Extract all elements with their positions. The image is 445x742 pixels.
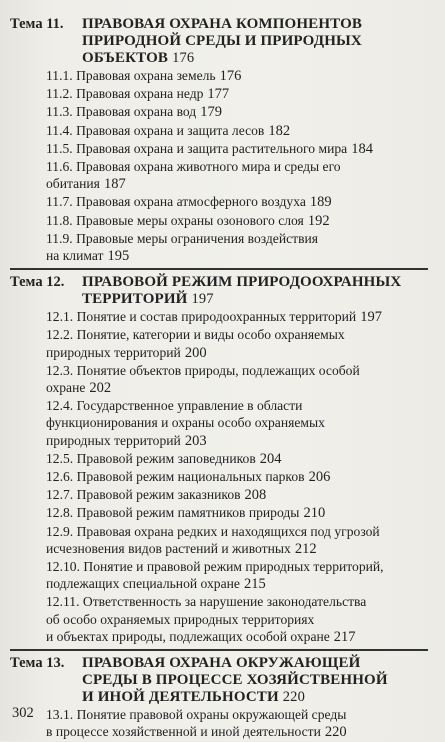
section-entry-text: обитания bbox=[46, 176, 100, 192]
topic-title bbox=[82, 16, 420, 67]
section-entry-line bbox=[46, 140, 420, 158]
section-entry bbox=[46, 486, 420, 504]
section-entry-text: 12.5. Правовой режим заповедников bbox=[46, 450, 256, 466]
section-page-number: 208 bbox=[244, 487, 267, 504]
section-entry bbox=[46, 230, 420, 265]
topic-heading bbox=[10, 16, 420, 67]
section-entry-text: 12.8. Правовой режим памятников природы bbox=[46, 505, 300, 521]
topic-heading bbox=[10, 274, 420, 308]
section-entry bbox=[46, 397, 420, 450]
section-page-number: 192 bbox=[307, 212, 330, 229]
section-entry-text: 12.7. Правовой режим заказников bbox=[46, 487, 241, 503]
section-entry-line bbox=[46, 628, 420, 646]
section-entry bbox=[46, 85, 420, 103]
section-page-number: 203 bbox=[184, 432, 207, 449]
section-entry bbox=[46, 193, 420, 211]
section-page-number: 179 bbox=[200, 104, 222, 121]
section-page-number: 187 bbox=[103, 176, 126, 193]
section-entry bbox=[46, 308, 420, 326]
section-entry-line: 12.4. Государственное управление в области bbox=[46, 398, 303, 414]
section-entry-line: 13.1. Понятие правовой охраны окружающей среды bbox=[46, 707, 347, 723]
section-entry-text: 11.8. Правовые меры охраны озонового слоя bbox=[46, 212, 304, 228]
section-page-number: 189 bbox=[309, 194, 332, 211]
section-entry-line bbox=[46, 486, 420, 504]
section-page-number: 206 bbox=[308, 469, 331, 486]
section-list bbox=[46, 67, 420, 265]
section-entry bbox=[46, 362, 420, 397]
section-entry-text: природных территорий bbox=[46, 344, 181, 360]
section-entry bbox=[46, 67, 420, 85]
section-entry-line bbox=[46, 432, 420, 450]
section-entry-line bbox=[46, 379, 420, 397]
topic-page-number: 220 bbox=[282, 689, 305, 706]
section-entry-line bbox=[46, 723, 420, 741]
section-entry-line: 12.11. Ответственность за нарушение законодательства bbox=[46, 594, 367, 610]
section-entry-line: 12.2. Понятие, категории и виды особо охраняемых bbox=[46, 327, 345, 343]
section-entry-line bbox=[46, 308, 420, 326]
section-entry-line: об особо охраняемых природных территориях bbox=[46, 611, 315, 627]
section-entry bbox=[46, 140, 420, 158]
section-entry-line bbox=[46, 122, 420, 140]
section-entry-line bbox=[46, 540, 420, 558]
section-entry bbox=[46, 103, 420, 121]
section-divider bbox=[10, 268, 428, 270]
section-page-number: 182 bbox=[268, 122, 291, 139]
topic-label: Тема 11. bbox=[10, 16, 64, 32]
section-page-number: 210 bbox=[303, 505, 326, 522]
topic-title-line: СРЕДЫ В ПРОЦЕССЕ ХОЗЯЙСТВЕННОЙ bbox=[82, 672, 388, 689]
section-entry-text: 11.7. Правовая охрана атмосферного воздуха bbox=[46, 194, 306, 210]
section-page-number: 217 bbox=[333, 628, 356, 645]
section-page-number: 215 bbox=[243, 576, 266, 593]
topic-label: Тема 12. bbox=[10, 274, 65, 291]
section-entry-text: 11.5. Правовая охрана и защита растительного мира bbox=[46, 140, 348, 156]
section-divider bbox=[10, 649, 428, 651]
topic-title bbox=[82, 274, 420, 308]
section-entry-text: охране bbox=[46, 380, 86, 396]
section-entry-line: 11.9. Правовые меры ограничения воздействия bbox=[46, 230, 319, 246]
topic-title-text: И ИНОЙ ДЕЯТЕЛЬНОСТИ bbox=[82, 689, 279, 706]
section-entry-line bbox=[46, 103, 420, 121]
section-entry bbox=[46, 504, 420, 522]
section-entry-text: на климат bbox=[46, 248, 104, 264]
section-entry-text: 12.1. Понятие и состав природоохранных территорий bbox=[46, 309, 357, 325]
section-entry-text: исчезновения видов растений и животных bbox=[46, 540, 291, 556]
section-entry-text: 12.6. Правовой режим национальных парков bbox=[46, 469, 305, 485]
section-page-number: 176 bbox=[219, 68, 242, 84]
section-entry-text: природных территорий bbox=[46, 432, 181, 448]
section-entry-line bbox=[46, 575, 420, 593]
topic-title-text: ТЕРРИТОРИЙ bbox=[82, 291, 188, 308]
section-entry-line bbox=[46, 175, 420, 193]
section-page-number: 197 bbox=[360, 309, 382, 326]
section-entry bbox=[46, 706, 420, 741]
topic-title-line: ПРАВОВАЯ ОХРАНА ОКРУЖАЮЩЕЙ bbox=[82, 655, 361, 672]
section-entry-line bbox=[46, 193, 420, 211]
section-entry-text: и объектах природы, подлежащих особой охране bbox=[46, 628, 330, 644]
section-page-number: 200 bbox=[184, 344, 207, 361]
section-page-number: 195 bbox=[107, 248, 130, 265]
section-entry bbox=[46, 450, 420, 468]
section-entry-line: 11.6. Правовая охрана животного мира и среды его bbox=[46, 159, 341, 175]
section-page-number: 220 bbox=[324, 724, 347, 741]
section-entry-text: 11.3. Правовая охрана вод bbox=[46, 104, 197, 120]
section-list bbox=[46, 706, 420, 741]
topic-label: Тема 13. bbox=[10, 655, 65, 672]
section-entry-line: функционирования и охраны особо охраняемых bbox=[46, 415, 325, 431]
section-entry bbox=[46, 326, 420, 361]
section-page-number: 177 bbox=[207, 86, 230, 103]
topic-title-line: ПРАВОВАЯ ОХРАНА КОМПОНЕНТОВ bbox=[82, 16, 363, 32]
section-entry bbox=[46, 122, 420, 140]
section-entry-line bbox=[46, 450, 420, 468]
section-entry bbox=[46, 158, 420, 193]
topic-title-line: ПРАВОВОЙ РЕЖИМ ПРИРОДООХРАННЫХ bbox=[82, 274, 402, 291]
section-entry bbox=[46, 212, 420, 230]
topic-title-text: ОБЪЕКТОВ bbox=[82, 50, 169, 66]
section-entry-line bbox=[46, 85, 420, 103]
topic-title bbox=[82, 655, 420, 706]
section-entry-line: 12.10. Понятие и правовой режим природных территорий, bbox=[46, 559, 384, 575]
section-entry-line bbox=[46, 247, 420, 265]
section-entry-text: 11.1. Правовая охрана земель bbox=[46, 68, 216, 83]
section-entry bbox=[46, 468, 420, 486]
section-entry-line bbox=[46, 212, 420, 230]
topic-title-line bbox=[82, 50, 420, 67]
section-page-number: 202 bbox=[89, 380, 112, 397]
section-entry-line bbox=[46, 344, 420, 362]
section-page-number: 204 bbox=[259, 450, 282, 467]
topic-title-line: ПРИРОДНОЙ СРЕДЫ И ПРИРОДНЫХ bbox=[82, 33, 362, 49]
section-page-number: 184 bbox=[351, 140, 373, 157]
table-of-contents bbox=[10, 16, 420, 742]
section-entry bbox=[46, 593, 420, 646]
topic-title-line bbox=[82, 689, 420, 706]
topic-heading bbox=[10, 655, 420, 706]
section-entry-line bbox=[46, 67, 420, 85]
section-entry-text: 11.2. Правовая охрана недр bbox=[46, 86, 204, 102]
section-entry bbox=[46, 523, 420, 558]
section-entry-line: 12.9. Правовая охрана редких и находящихся под угрозой bbox=[46, 523, 380, 539]
section-entry-text: в процессе хозяйственной и иной деятельности bbox=[46, 724, 321, 740]
topic-title-line bbox=[82, 291, 420, 308]
section-page-number: 212 bbox=[294, 540, 317, 557]
section-entry-text: 11.4. Правовая охрана и защита лесов bbox=[46, 122, 265, 138]
section-entry-line bbox=[46, 504, 420, 522]
section-entry-text: подлежащих специальной охране bbox=[46, 576, 240, 592]
section-entry-line: 12.3. Понятие объектов природы, подлежащих особой bbox=[46, 362, 360, 378]
section-entry bbox=[46, 558, 420, 593]
section-entry-line bbox=[46, 468, 420, 486]
topic-page-number: 176 bbox=[172, 50, 195, 66]
page-number: 302 bbox=[12, 705, 34, 721]
topic-page-number: 197 bbox=[191, 291, 214, 308]
section-list bbox=[46, 308, 420, 646]
